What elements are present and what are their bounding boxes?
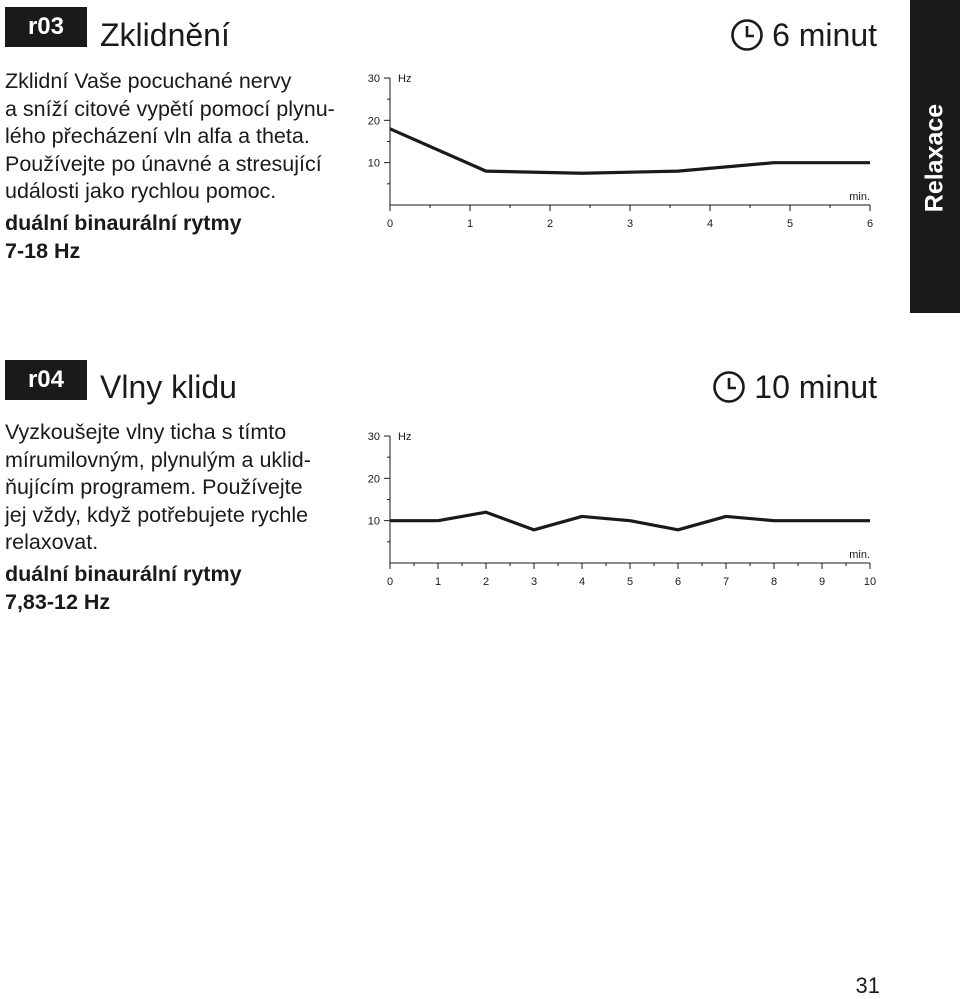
x-tick-label: 3 (530, 576, 538, 588)
x-tick-label: 1 (466, 218, 474, 230)
program-code-badge: r04 (5, 360, 87, 400)
description-line: relaxovat. (5, 530, 99, 554)
x-tick-label: 2 (546, 218, 554, 230)
beat-range: 7-18 Hz (5, 238, 81, 263)
duration-text: 6 minut (772, 17, 877, 53)
x-tick-label: 4 (578, 576, 586, 588)
frequency-chart (350, 60, 890, 240)
program-r04 (0, 358, 960, 658)
x-unit-label: min. (849, 191, 870, 203)
beat-info (5, 561, 242, 616)
x-tick-label: 8 (770, 576, 778, 588)
page-number: 31 (855, 973, 880, 998)
beat-info (5, 210, 242, 265)
series-line (390, 512, 870, 530)
description-line: lého přecházení vln alfa a theta. (5, 124, 310, 148)
y-tick-label: 30 (367, 73, 380, 85)
y-tick-label: 30 (367, 431, 380, 443)
duration-text: 10 minut (754, 369, 877, 405)
beat-label: duální binaurální rytmy (5, 562, 242, 586)
beat-label: duální binaurální rytmy (5, 211, 242, 235)
program-description (5, 68, 355, 206)
side-tab-label: Relaxace (920, 103, 949, 213)
program-r03 (0, 0, 960, 320)
x-unit-label: min. (849, 549, 870, 561)
frequency-chart (350, 418, 890, 598)
program-title: Zklidnění (100, 17, 230, 53)
y-unit-label: Hz (398, 431, 412, 443)
beat-range: 7,83-12 Hz (5, 589, 111, 614)
program-title: Vlny klidu (100, 369, 237, 405)
x-tick-label: 4 (706, 218, 714, 230)
y-tick-label: 20 (367, 473, 380, 486)
x-tick-label: 1 (434, 576, 442, 588)
clock-icon (712, 370, 746, 404)
clock-icon (730, 18, 764, 52)
x-tick-label: 6 (674, 576, 682, 588)
series-line (390, 129, 870, 173)
description-line: Zklidní Vaše pocuchané nervy (5, 69, 292, 93)
x-tick-label: 5 (626, 576, 634, 588)
program-code-badge: r03 (5, 7, 87, 47)
x-tick-label: 7 (722, 576, 730, 588)
x-tick-label: 9 (818, 576, 826, 588)
chart-svg (350, 60, 890, 240)
description-line: Používejte po únavné a stresující (5, 151, 322, 176)
x-tick-label: 0 (386, 218, 394, 230)
description-line: jej vždy, když potřebujete rychle (5, 502, 309, 527)
x-tick-label: 0 (386, 576, 394, 588)
description-line: mírumilovným, plynulým a uklid- (5, 447, 311, 472)
program-duration (730, 15, 877, 55)
program-description (5, 419, 355, 557)
x-tick-label: 3 (626, 218, 634, 230)
x-tick-label: 5 (786, 218, 794, 230)
chart-svg (350, 418, 890, 598)
x-tick-label: 10 (863, 576, 877, 588)
description-line: ňujícím programem. Používejte (5, 475, 303, 499)
side-tab (910, 0, 960, 313)
description-line: události jako rychlou pomoc. (5, 179, 277, 203)
x-tick-label: 6 (866, 218, 874, 230)
program-duration (712, 367, 877, 407)
description-line: Vyzkoušejte vlny ticha s tímto (5, 420, 287, 444)
y-tick-label: 10 (367, 157, 380, 170)
y-tick-label: 10 (367, 515, 380, 528)
y-tick-label: 20 (367, 115, 380, 128)
description-line: a sníží citové vypětí pomocí plynu- (5, 96, 335, 121)
x-tick-label: 2 (482, 576, 490, 588)
y-unit-label: Hz (398, 73, 412, 85)
